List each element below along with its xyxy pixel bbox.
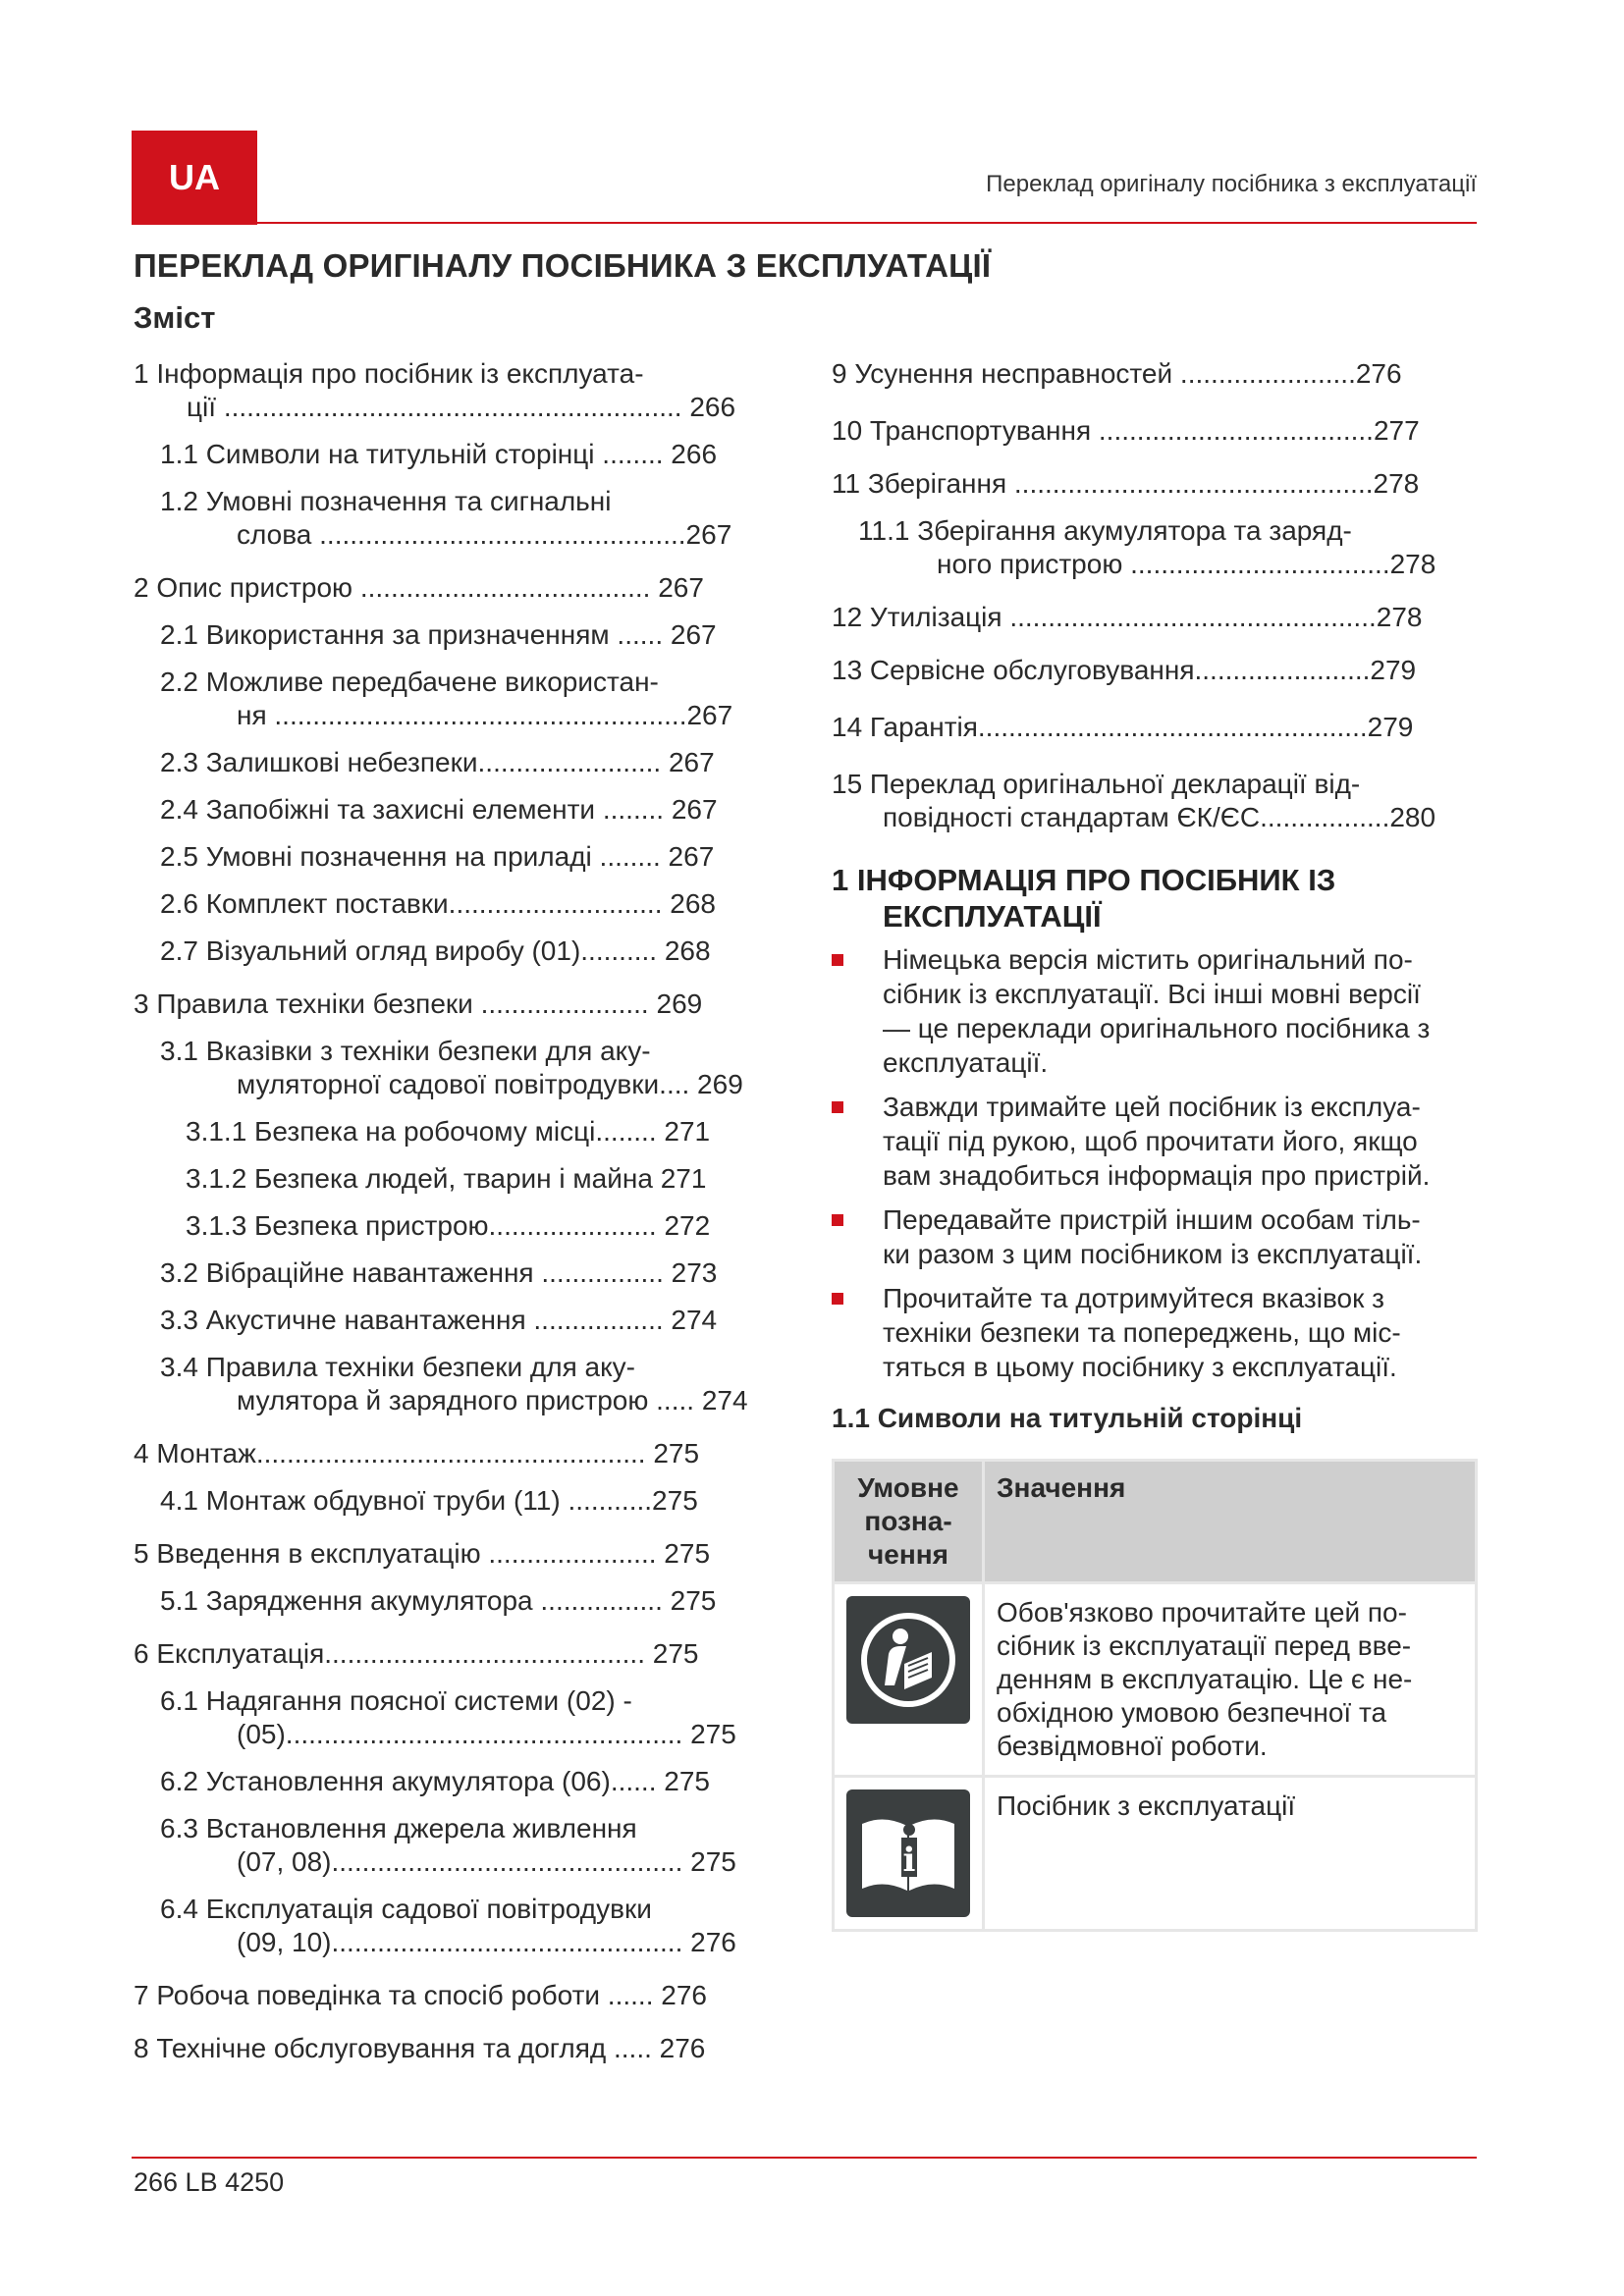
toc-item[interactable]: 1.1 Символи на титульній сторінці ........ 266 <box>160 439 718 469</box>
toc-item[interactable]: 3.3 Акустичне навантаження ................. 274 <box>160 1305 718 1335</box>
column-header-symbol: Умовне позна- чення <box>834 1461 984 1583</box>
toc-item[interactable]: 2.5 Умовні позначення на приладі ........ 267 <box>160 841 715 872</box>
language-badge: UA <box>132 131 257 225</box>
read-manual-icon <box>846 1596 970 1724</box>
toc-item[interactable]: 6.2 Установлення акумулятора (06)...... 275 <box>160 1766 710 1796</box>
running-header: Переклад оригіналу посібника з експлуатації <box>986 171 1477 197</box>
toc-item[interactable]: 11 Зберігання ...............................................278 <box>832 468 1420 499</box>
toc-right-column <box>832 357 1480 1932</box>
toc-item[interactable]: 3.1.2 Безпека людей, тварин і майна 271 <box>186 1163 707 1194</box>
toc-item[interactable]: 2 Опис пристрою ...................................... 267 <box>134 572 704 603</box>
subsection-heading: 1.1 Символи на титульній сторінці <box>832 1403 1303 1433</box>
toc-item[interactable]: 3.2 Вібраційне навантаження ................ 273 <box>160 1257 718 1288</box>
toc-item[interactable]: 3.1.1 Безпека на робочому місці........ 271 <box>186 1116 711 1147</box>
toc-item[interactable]: 1.2 Умовні позначення та сигнальні слова ................................................267 <box>160 486 732 550</box>
toc-item[interactable]: 11.1 Зберігання акумулятора та заряд- ного пристрою ..................................278 <box>858 515 1436 579</box>
toc-item[interactable]: 14 Гарантія...................................................279 <box>832 712 1414 742</box>
list-item: Завжди тримайте цей посібник із експлуа- тації під рукою, щоб прочитати його, якщо вам знадобиться інформація про пристрій. <box>832 1090 1480 1193</box>
svg-text:i: i <box>902 1841 916 1880</box>
table-row: i Посібник з експлуатації <box>834 1777 1477 1931</box>
toc-item[interactable]: 13 Сервісне обслуговування.......................279 <box>832 655 1417 685</box>
list-item: Німецька версія містить оригінальний по- сібник із експлуатації. Всі інші мовні версії — це переклади оригінального посібника з експлуатації. <box>832 942 1480 1080</box>
toc-item[interactable]: 10 Транспортування ....................................277 <box>832 415 1420 446</box>
bullet-square-icon <box>832 1101 843 1113</box>
toc-item[interactable]: 7 Робоча поведінка та спосіб роботи ...... 276 <box>134 1980 707 2010</box>
toc-item[interactable]: 2.3 Залишкові небезпеки........................ 267 <box>160 747 715 777</box>
column-header-meaning: Значення <box>984 1461 1477 1583</box>
list-item: Передавайте пристрій іншим особам тіль- ки разом з цим посібником із експлуатації. <box>832 1202 1480 1271</box>
toc-item[interactable]: 12 Утилізація ................................................278 <box>832 602 1423 632</box>
toc-item[interactable]: 9 Усунення несправностей .......................276 <box>832 358 1402 389</box>
toc-item[interactable]: 6.4 Експлуатація садової повітродувки (09, 10).............................................. 276 <box>160 1894 736 1957</box>
toc-item[interactable]: 3 Правила техніки безпеки ...................... 269 <box>134 988 703 1019</box>
bullet-square-icon <box>832 1293 843 1305</box>
toc-item[interactable]: 4 Монтаж................................................... 275 <box>134 1438 700 1468</box>
toc-item[interactable]: 2.4 Запобіжні та захисні елементи ........ 267 <box>160 794 718 825</box>
list-item: Прочитайте та дотримуйтеся вказівок з техніки безпеки та попереджень, що міс- тяться в цьому посібнику з експлуатації. <box>832 1281 1480 1384</box>
page-footer: 266 LB 4250 <box>134 2167 285 2197</box>
bullet-square-icon <box>832 954 843 966</box>
toc-item[interactable]: 3.1 Вказівки з техніки безпеки для аку- муляторної садової повітродувки.... 269 <box>160 1036 743 1099</box>
toc-item[interactable]: 6.3 Встановлення джерела живлення (07, 08).............................................. 275 <box>160 1813 736 1877</box>
toc-item[interactable]: 6 Експлуатація.......................................... 275 <box>134 1638 699 1669</box>
table-header-row <box>834 1461 1477 1583</box>
header-divider <box>132 222 1477 224</box>
toc-item[interactable]: 3.1.3 Безпека пристрою...................... 272 <box>186 1210 711 1241</box>
toc-item[interactable]: 4.1 Монтаж обдувної труби (11) ...........275 <box>160 1485 698 1516</box>
toc-item[interactable]: 15 Переклад оригінальної декларації від- повідності стандартам ЄК/ЄС.................280 <box>832 769 1436 832</box>
toc-item[interactable]: 1 Інформація про посібник із експлуата- ції ............................................................ 266 <box>134 358 736 422</box>
page-title: ПЕРЕКЛАД ОРИГІНАЛУ ПОСІБНИКА З ЕКСПЛУАТАЦІЇ <box>134 247 992 284</box>
toc-item[interactable]: 6.1 Надягання поясної системи (02) - (05).................................................... 275 <box>160 1685 736 1749</box>
toc-item[interactable]: 3.4 Правила техніки безпеки для аку- мулятора й зарядного пристрою ..... 274 <box>160 1352 748 1415</box>
toc-item[interactable]: 2.7 Візуальний огляд виробу (01).......... 268 <box>160 935 711 966</box>
table-row: Обов'язково прочитайте цей по- сібник із експлуатації перед вве- денням в експлуатацію. Це є не- обхідною умовою безпечної та безвідмовної роботи. <box>834 1583 1477 1777</box>
section-heading: 1 ІНФОРМАЦІЯ ПРО ПОСІБНИК ІЗ ЕКСПЛУАТАЦІЇ <box>832 863 1336 934</box>
footer-divider <box>132 2157 1477 2159</box>
toc-item[interactable]: 5.1 Зарядження акумулятора ................ 275 <box>160 1585 717 1616</box>
toc-item[interactable]: 2.6 Комплект поставки............................ 268 <box>160 888 716 919</box>
toc-heading: Зміст <box>134 300 216 335</box>
toc-item[interactable]: 2.2 Можливе передбачене використан- ня ......................................................267 <box>160 667 733 730</box>
toc-item[interactable]: 5 Введення в експлуатацію ...................... 275 <box>134 1538 711 1569</box>
toc-left-column <box>134 357 782 2065</box>
manual-info-icon <box>846 1789 970 1917</box>
bullet-square-icon <box>832 1214 843 1226</box>
toc-item[interactable]: 8 Технічне обслуговування та догляд ..... 276 <box>134 2033 706 2063</box>
symbols-table <box>832 1459 1478 1932</box>
bullet-list <box>832 942 1480 1384</box>
toc-item[interactable]: 2.1 Використання за призначенням ...... 267 <box>160 619 717 650</box>
